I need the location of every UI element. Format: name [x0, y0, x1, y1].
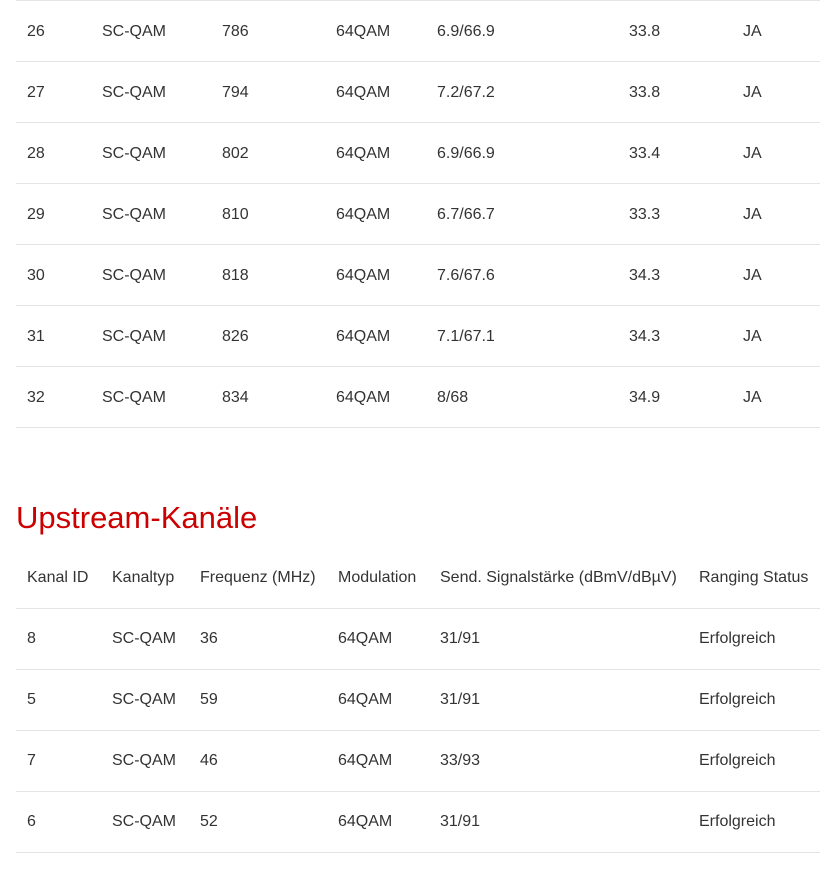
channel-type-cell: SC-QAM	[102, 145, 166, 162]
channel-type-cell: SC-QAM	[102, 389, 166, 406]
snr-cell: 34.3	[629, 328, 661, 345]
channel-id-cell: 6	[27, 813, 36, 830]
modulation-cell: 64QAM	[338, 691, 393, 708]
modulation-cell: 64QAM	[336, 23, 391, 40]
table-row	[16, 731, 820, 792]
frequency-cell: 59	[200, 691, 218, 708]
frequency-cell: 46	[200, 752, 218, 769]
channel-type-cell: SC-QAM	[102, 84, 166, 101]
modulation-cell: 64QAM	[336, 206, 391, 223]
channel-type-cell: SC-QAM	[102, 328, 166, 345]
snr-cell: 34.3	[629, 267, 661, 284]
signal-strength-cell: 6.9/66.9	[437, 145, 495, 162]
table-row	[16, 792, 820, 853]
channel-id-cell: 32	[27, 389, 45, 406]
modulation-cell: 64QAM	[336, 328, 391, 345]
channel-type-cell: SC-QAM	[102, 267, 166, 284]
downstream-channel-table	[16, 0, 820, 428]
snr-cell: 33.8	[629, 84, 661, 101]
modulation-cell: 64QAM	[336, 84, 391, 101]
table-header-row	[16, 548, 820, 609]
upstream-section-title: Upstream-Kanäle	[16, 500, 258, 535]
table-row	[16, 245, 820, 306]
locked-status-cell: JA	[743, 84, 762, 101]
channel-type-cell: SC-QAM	[102, 206, 166, 223]
signal-strength-cell: 6.9/66.9	[437, 23, 495, 40]
ranging-status-cell: Erfolgreich	[699, 691, 776, 708]
channel-type-cell: SC-QAM	[112, 813, 176, 830]
ranging-status-cell: Erfolgreich	[699, 813, 776, 830]
channel-type-cell: SC-QAM	[112, 630, 176, 647]
channel-id-cell: 27	[27, 84, 45, 101]
locked-status-cell: JA	[743, 23, 762, 40]
frequency-cell: 52	[200, 813, 218, 830]
signal-strength-cell: 8/68	[437, 389, 469, 406]
channel-id-cell: 26	[27, 23, 45, 40]
table-row	[16, 123, 820, 184]
frequency-cell: 826	[222, 328, 249, 345]
snr-cell: 33.8	[629, 23, 661, 40]
table-row	[16, 306, 820, 367]
frequency-cell: 810	[222, 206, 249, 223]
channel-id-cell: 7	[27, 752, 36, 769]
modulation-cell: 64QAM	[336, 145, 391, 162]
channel-id-cell: 8	[27, 630, 36, 647]
locked-status-cell: JA	[743, 328, 762, 345]
locked-status-cell: JA	[743, 145, 762, 162]
modulation-cell: 64QAM	[336, 267, 391, 284]
signal-strength-cell: 33/93	[440, 752, 481, 769]
modulation-cell: 64QAM	[338, 630, 393, 647]
column-header-ranging-status: Ranging Status	[699, 569, 809, 586]
frequency-cell: 786	[222, 23, 249, 40]
snr-cell: 34.9	[629, 389, 661, 406]
modulation-cell: 64QAM	[338, 752, 393, 769]
frequency-cell: 818	[222, 267, 249, 284]
column-header-channel-id: Kanal ID	[27, 569, 89, 586]
modulation-cell: 64QAM	[336, 389, 391, 406]
column-header-modulation: Modulation	[338, 569, 417, 586]
channel-id-cell: 31	[27, 328, 45, 345]
channel-id-cell: 30	[27, 267, 45, 284]
ranging-status-cell: Erfolgreich	[699, 630, 776, 647]
table-row	[16, 367, 820, 428]
upstream-channel-table	[16, 548, 820, 853]
channel-type-cell: SC-QAM	[112, 691, 176, 708]
locked-status-cell: JA	[743, 206, 762, 223]
signal-strength-cell: 6.7/66.7	[437, 206, 495, 223]
table-row	[16, 0, 820, 62]
channel-id-cell: 28	[27, 145, 45, 162]
signal-strength-cell: 31/91	[440, 630, 481, 647]
column-header-signal-strength: Send. Signalstärke (dBmV/dBµV)	[440, 569, 677, 586]
channel-type-cell: SC-QAM	[112, 752, 176, 769]
frequency-cell: 794	[222, 84, 249, 101]
channel-type-cell: SC-QAM	[102, 23, 166, 40]
frequency-cell: 802	[222, 145, 249, 162]
ranging-status-cell: Erfolgreich	[699, 752, 776, 769]
signal-strength-cell: 31/91	[440, 691, 481, 708]
channel-id-cell: 29	[27, 206, 45, 223]
table-row	[16, 62, 820, 123]
channel-id-cell: 5	[27, 691, 36, 708]
frequency-cell: 36	[200, 630, 218, 647]
column-header-frequency: Frequenz (MHz)	[200, 569, 316, 586]
modulation-cell: 64QAM	[338, 813, 393, 830]
locked-status-cell: JA	[743, 389, 762, 406]
table-row	[16, 670, 820, 731]
signal-strength-cell: 7.2/67.2	[437, 84, 495, 101]
snr-cell: 33.3	[629, 206, 661, 223]
table-row	[16, 184, 820, 245]
signal-strength-cell: 7.1/67.1	[437, 328, 495, 345]
signal-strength-cell: 31/91	[440, 813, 481, 830]
snr-cell: 33.4	[629, 145, 661, 162]
locked-status-cell: JA	[743, 267, 762, 284]
table-row	[16, 609, 820, 670]
column-header-channel-type: Kanaltyp	[112, 569, 175, 586]
frequency-cell: 834	[222, 389, 249, 406]
signal-strength-cell: 7.6/67.6	[437, 267, 495, 284]
